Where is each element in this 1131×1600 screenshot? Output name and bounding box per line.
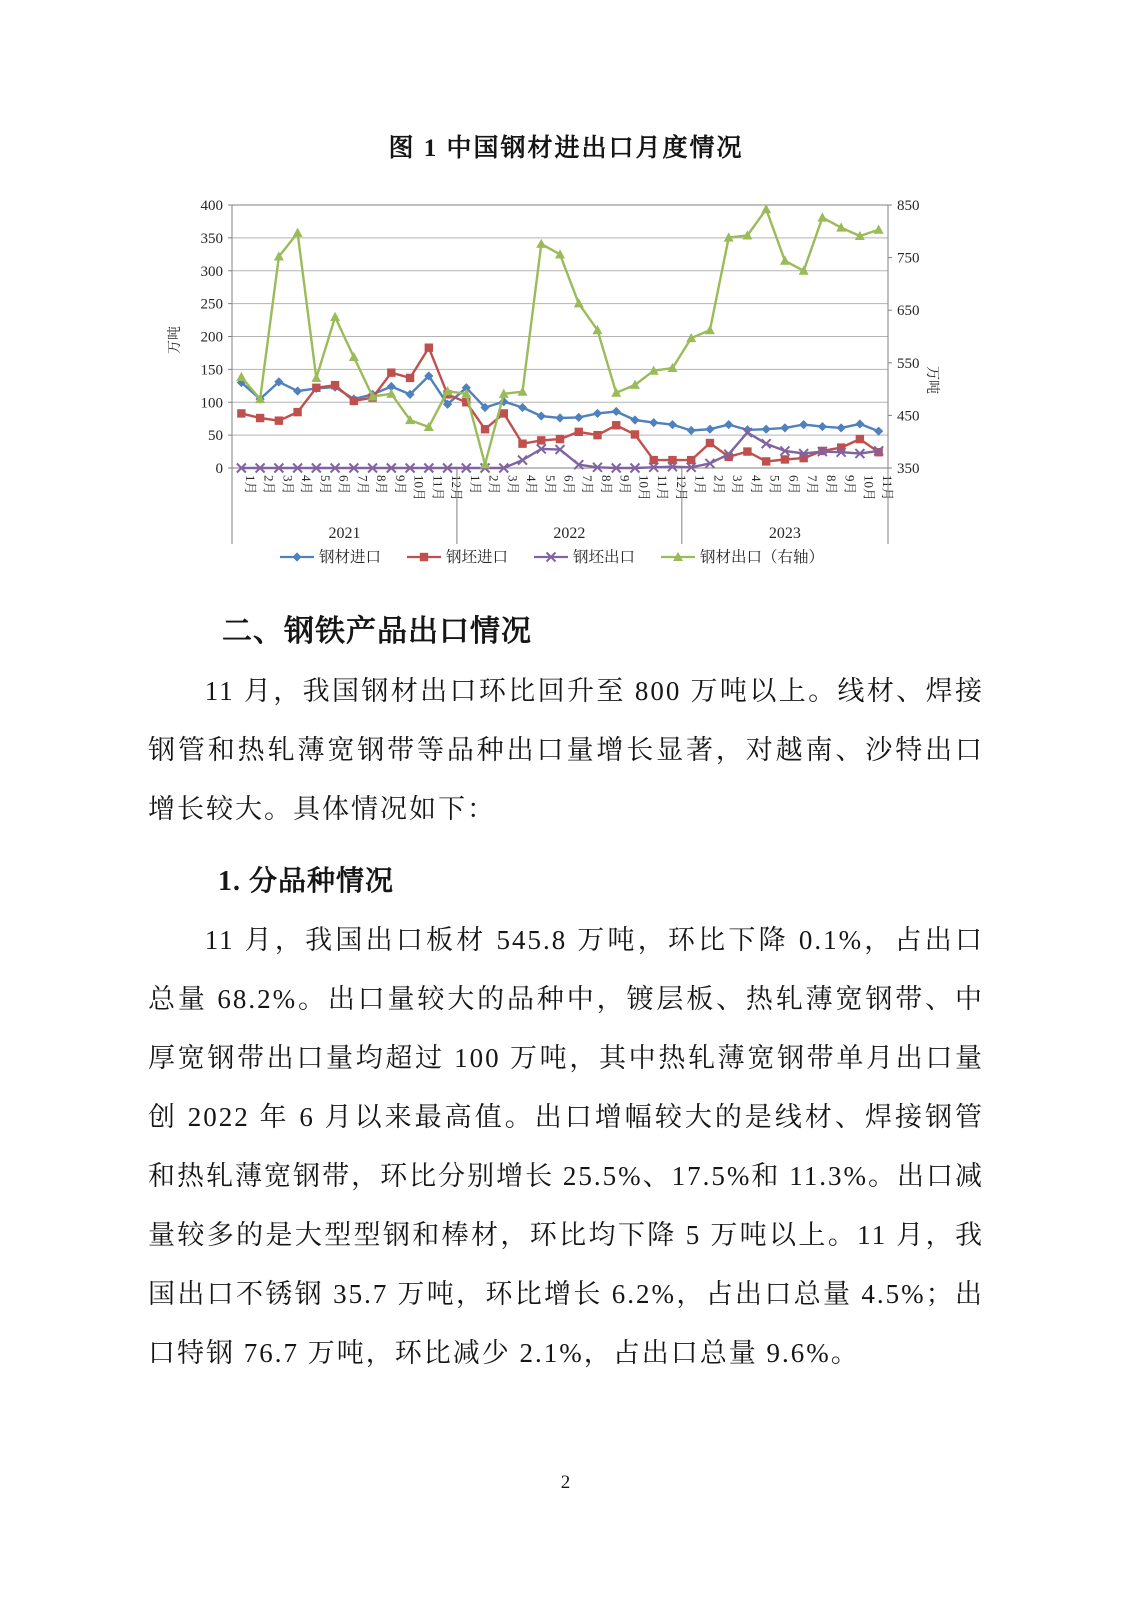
svg-text:2023: 2023	[768, 525, 801, 542]
svg-text:4月: 4月	[748, 475, 764, 495]
svg-text:50: 50	[208, 428, 223, 445]
svg-text:100: 100	[200, 395, 223, 412]
svg-text:350: 350	[897, 461, 920, 477]
svg-text:7月: 7月	[355, 475, 371, 495]
svg-text:5月: 5月	[542, 475, 558, 495]
svg-text:2月: 2月	[486, 475, 502, 495]
page-number: 2	[560, 1472, 571, 1493]
legend-item-label: 钢坯出口	[573, 549, 636, 566]
svg-text:8月: 8月	[598, 475, 614, 495]
svg-text:3月: 3月	[730, 475, 746, 495]
svg-text:250: 250	[200, 296, 223, 313]
svg-text:3月: 3月	[505, 475, 521, 495]
svg-text:300: 300	[200, 263, 223, 280]
svg-text:11月: 11月	[880, 475, 896, 501]
svg-text:5月: 5月	[317, 475, 333, 495]
svg-text:8月: 8月	[823, 475, 839, 495]
svg-text:400: 400	[200, 198, 223, 214]
svg-text:11月: 11月	[655, 475, 671, 501]
svg-text:150: 150	[200, 362, 223, 379]
svg-text:11月: 11月	[430, 475, 446, 501]
svg-text:550: 550	[897, 355, 920, 372]
svg-text:2022: 2022	[553, 525, 586, 542]
svg-text:3月: 3月	[280, 475, 296, 495]
svg-text:万吨: 万吨	[924, 366, 939, 394]
svg-text:350: 350	[200, 230, 223, 247]
svg-text:2021: 2021	[328, 525, 361, 542]
paragraph-variety-detail: 11 月，我国出口板材 545.8 万吨，环比下降 0.1%，占出口总量 68.2%。出口量较大的品种中，镀层板、热轧薄宽钢带、中厚宽钢带出口量均超过 100 万吨，其中热轧薄宽钢带单月出口量创 2022 年 6 月以来最高值。出口增幅较大的是线材、焊接钢管和热轧薄宽钢带，环比分别增长 25.5%、17.5%和 11.3%。出口减量较多的是大型型钢和棒材，环比均下降 5 万吨以上。11 月，我国出口不锈钢 35.7 万吨，环比增长 6.2%，占出口总量 4.5%；出口特钢 76.7 万吨，环比减少 2.1%，占出口总量 9.6%。	[148, 925, 984, 1368]
section-heading: 二、钢铁产品出口情况	[222, 615, 532, 648]
figure1-chart	[162, 190, 942, 590]
svg-text:10月: 10月	[411, 475, 427, 502]
svg-text:1月: 1月	[467, 475, 483, 495]
svg-text:6月: 6月	[561, 475, 577, 495]
sub-heading-variety: 1. 分品种情况	[218, 866, 395, 897]
svg-text:9月: 9月	[617, 475, 633, 495]
svg-text:万吨: 万吨	[168, 326, 183, 354]
svg-text:6月: 6月	[336, 475, 352, 495]
legend-item-label: 钢坯进口	[446, 549, 509, 566]
svg-text:10月: 10月	[861, 475, 877, 502]
svg-text:12月: 12月	[673, 475, 689, 502]
svg-text:0: 0	[215, 461, 223, 477]
svg-text:10月: 10月	[636, 475, 652, 502]
svg-text:650: 650	[897, 303, 920, 320]
figure1-chart-canvas	[162, 190, 942, 590]
svg-text:7月: 7月	[580, 475, 596, 495]
svg-text:8月: 8月	[374, 475, 390, 495]
legend-item-label: 钢材出口（右轴）	[700, 549, 825, 566]
svg-text:6月: 6月	[786, 475, 802, 495]
paragraph-export-overview: 11 月，我国钢材出口环比回升至 800 万吨以上。线材、焊接钢管和热轧薄宽钢带等品种出口量增长显著，对越南、沙特出口增长较大。具体情况如下：	[148, 676, 984, 824]
svg-text:2月: 2月	[711, 475, 727, 495]
svg-text:450: 450	[897, 408, 920, 425]
svg-text:9月: 9月	[392, 475, 408, 495]
svg-text:200: 200	[200, 329, 223, 346]
svg-text:850: 850	[897, 198, 920, 214]
svg-text:4月: 4月	[524, 475, 540, 495]
svg-text:1月: 1月	[242, 475, 258, 495]
svg-text:7月: 7月	[805, 475, 821, 495]
svg-text:12月: 12月	[449, 475, 465, 502]
svg-text:750: 750	[897, 250, 920, 267]
svg-text:1月: 1月	[692, 475, 708, 495]
svg-text:9月: 9月	[842, 475, 858, 495]
svg-text:4月: 4月	[299, 475, 315, 495]
legend-item-label: 钢材进口	[319, 549, 382, 566]
figure-title: 图 1 中国钢材进出口月度情况	[388, 135, 744, 162]
svg-text:5月: 5月	[767, 475, 783, 495]
svg-text:2月: 2月	[261, 475, 277, 495]
